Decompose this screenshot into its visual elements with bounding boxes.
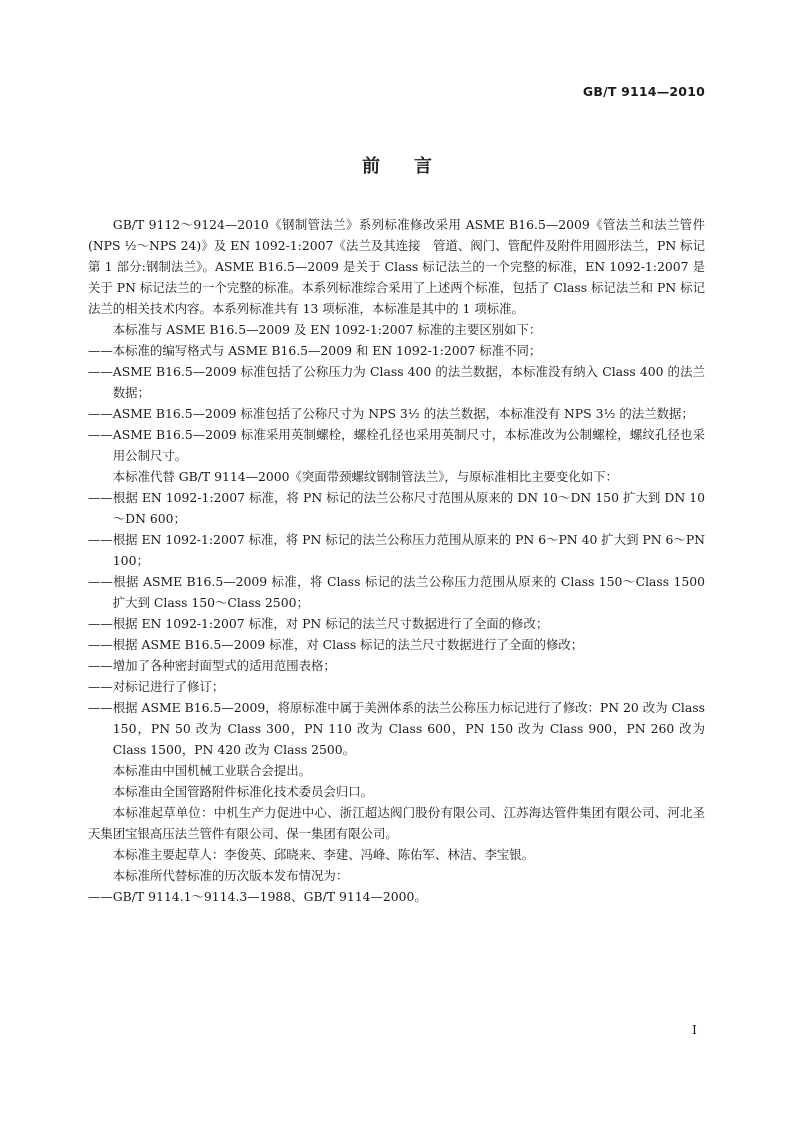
difference-item: ——本标准的编写格式与 ASME B16.5—2009 和 EN 1092-1:2007 标准不同；: [88, 343, 542, 358]
replace-intro: 本标准代替 GB/T 9114—2000《突面带颈螺纹钢制管法兰》，与原标准相比主要变化如下：: [112, 469, 618, 484]
change-item: ——增加了各种密封面型式的适用范围表格；: [88, 658, 336, 673]
difference-item: ——ASME B16.5—2009 标准包括了公称压力为 Class 400 的法兰数据，本标准没有纳入 Class 400 的法兰数据；: [88, 364, 705, 400]
change-item: ——根据 ASME B16.5—2009，将原标准中属于美洲体系的法兰公称压力标记进行了修改：PN 20 改为 Class 150，PN 50 改为 Class 300，PN 110 改为 Class 600，PN 150 改为 Class 900，PN 260 改为 Class 1500，PN 420 改为 Class 2500。: [88, 700, 705, 757]
change-item: ——根据 ASME B16.5—2009 标准，对 Class 标记的法兰尺寸数据进行了全面的修改；: [88, 637, 584, 652]
committee-line: 本标准由全国管路附件标准化技术委员会归口。: [112, 784, 373, 799]
drafters: 本标准主要起草人：李俊英、邱晓来、李建、冯峰、陈佑军、林洁、李宝银。: [112, 847, 535, 862]
difference-item: ——ASME B16.5—2009 标准包括了公称尺寸为 NPS 3½ 的法兰数据，本标准没有 NPS 3½ 的法兰数据；: [88, 406, 694, 421]
foreword-body: [88, 214, 718, 907]
proposer-line: 本标准由中国机械工业联合会提出。: [112, 763, 312, 778]
change-item: ——根据 EN 1092-1:2007 标准，对 PN 标记的法兰尺寸数据进行了全面的修改；: [88, 616, 549, 631]
page-number: I: [692, 1022, 697, 1037]
page-title: 前言: [362, 156, 466, 177]
drafting-units: 本标准起草单位：中机生产力促进中心、浙江超达阀门股份有限公司、江苏海达管件集团有限公司、河北圣天集团宝银高压法兰管件有限公司、保一集团有限公司。: [88, 805, 705, 841]
differences-intro: 本标准与 ASME B16.5—2009 及 EN 1092-1:2007 标准的主要区别如下：: [112, 322, 542, 337]
intro-paragraph: GB/T 9112～9124—2010《钢制管法兰》系列标准修改采用 ASME B16.5—2009《管法兰和法兰管件(NPS ½～NPS 24)》及 EN 1092-1:2007《法兰及其连接 管道、阀门、管配件及附件用圆形法兰，PN 标记 第 1 部分:钢制法兰》。ASME B16.5—2009 是关于 Class 标记法兰的一个完整的标准，EN 1092-1:2007 是关于 PN 标记法兰的一个完整的标准。本系列标准综合采用了上述两个标准，包括了 Class 标记法兰和 PN 标记法兰的相关技术内容。本系列标准共有 13 项标准，本标准是其中的 1 项标准。: [88, 217, 718, 316]
change-item: ——根据 ASME B16.5—2009 标准，将 Class 标记的法兰公称压力范围从原来的 Class 150～Class 1500 扩大到 Class 150～Class 2500；: [88, 574, 705, 610]
change-item: ——根据 EN 1092-1:2007 标准，将 PN 标记的法兰公称压力范围从原来的 PN 6～PN 40 扩大到 PN 6～PN 100；: [88, 532, 705, 568]
history-item: ——GB/T 9114.1～9114.3—1988、GB/T 9114—2000。: [88, 889, 427, 904]
change-item: ——对标记进行了修订；: [88, 679, 225, 694]
history-intro: 本标准所代替标准的历次版本发布情况为：: [112, 868, 349, 883]
difference-item: ——ASME B16.5—2009 标准采用英制螺栓，螺栓孔径也采用英制尺寸，本标准改为公制螺栓，螺纹孔径也采用公制尺寸。: [88, 427, 705, 463]
change-item: ——根据 EN 1092-1:2007 标准，将 PN 标记的法兰公称尺寸范围从原来的 DN 10～DN 150 扩大到 DN 10～DN 600；: [88, 490, 705, 526]
standard-code: GB/T 9114—2010: [582, 84, 705, 99]
